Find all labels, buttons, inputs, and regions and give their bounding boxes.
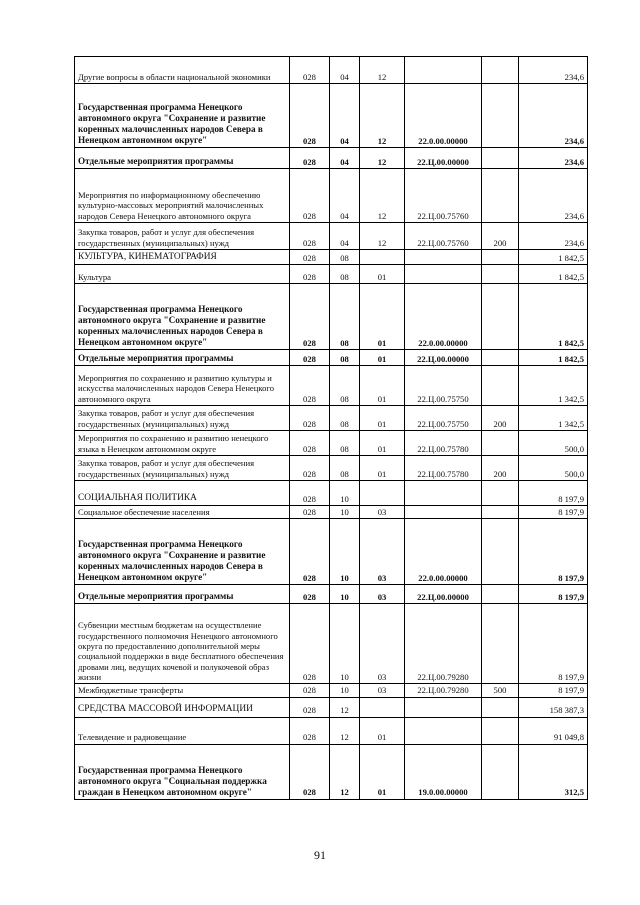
ved-code-cell: 028: [290, 223, 330, 250]
row-label: Мероприятия по сохранению и развитию культуры и искусства малочисленных народов Севера Ненецкого автономного округа: [78, 373, 274, 404]
section-code-cell: 12: [330, 717, 360, 744]
subsection-code-cell: 12: [360, 148, 405, 169]
row-name-cell: [75, 506, 290, 519]
target-article-code-cell: 22.0.00.00000: [405, 284, 482, 350]
subsection-code-cell: 01: [360, 406, 405, 431]
ved-code-cell: 028: [290, 519, 330, 585]
row-label: Государственная программа Ненецкого автономного округа "Сохранение и развитие коренных малочисленных народов Севера в Ненецком автономном округе": [78, 101, 266, 145]
table-row: [75, 481, 588, 506]
subsection-code-cell: 03: [360, 519, 405, 585]
amount-cell: 234,6: [519, 223, 588, 250]
target-article-code-cell: [405, 250, 482, 265]
expense-type-code-cell: 500: [482, 684, 519, 697]
amount-cell: 234,6: [519, 84, 588, 148]
amount-cell: 1 842,5: [519, 284, 588, 350]
row-name-cell: [75, 684, 290, 697]
expense-type-code-cell: [482, 148, 519, 169]
ved-code-cell: 028: [290, 506, 330, 519]
ved-code-cell: 028: [290, 350, 330, 366]
table-row: [75, 223, 588, 250]
target-article-code-cell: [405, 506, 482, 519]
table-row: [75, 284, 588, 350]
table-row: [75, 406, 588, 431]
subsection-code-cell: 03: [360, 684, 405, 697]
table-row: [75, 585, 588, 604]
subsection-code-cell: 12: [360, 169, 405, 223]
row-label: Государственная программа Ненецкого автономного округа "Сохранение и развитие коренных малочисленных народов Севера в Ненецком автономном округе": [78, 303, 266, 347]
section-code-cell: 04: [330, 169, 360, 223]
amount-cell: 1 342,5: [519, 406, 588, 431]
row-label: Другие вопросы в области национальной экономики: [78, 71, 271, 82]
expense-type-code-cell: [482, 604, 519, 684]
amount-cell: 158 387,3: [519, 697, 588, 717]
section-code-cell: 10: [330, 585, 360, 604]
row-label: Телевидение и радиовещание: [78, 732, 187, 743]
row-name-cell: [75, 717, 290, 744]
section-code-cell: 08: [330, 406, 360, 431]
target-article-code-cell: 19.0.00.00000: [405, 744, 482, 799]
table-row: [75, 366, 588, 406]
expense-type-code-cell: [482, 519, 519, 585]
amount-cell: 500,0: [519, 431, 588, 456]
section-code-cell: 08: [330, 431, 360, 456]
row-name-cell: [75, 265, 290, 284]
table-row: [75, 148, 588, 169]
table-row: [75, 84, 588, 148]
target-article-code-cell: 22.Ц.00.75750: [405, 366, 482, 406]
subsection-code-cell: 12: [360, 223, 405, 250]
ved-code-cell: 028: [290, 697, 330, 717]
section-code-cell: 12: [330, 697, 360, 717]
ved-code-cell: 028: [290, 169, 330, 223]
row-name-cell: [75, 744, 290, 799]
row-label: Отдельные мероприятия программы: [78, 591, 234, 602]
subsection-code-cell: 01: [360, 265, 405, 284]
ved-code-cell: 028: [290, 265, 330, 284]
target-article-code-cell: [405, 265, 482, 284]
row-label: Отдельные мероприятия программы: [78, 155, 234, 166]
row-name-cell: [75, 481, 290, 506]
subsection-code-cell: 01: [360, 284, 405, 350]
ved-code-cell: 028: [290, 57, 330, 84]
table-row: [75, 519, 588, 585]
table-row: [75, 604, 588, 684]
amount-cell: 8 197,9: [519, 481, 588, 506]
table-row: [75, 350, 588, 366]
row-name-cell: [75, 223, 290, 250]
row-name-cell: [75, 84, 290, 148]
row-name-cell: [75, 431, 290, 456]
section-code-cell: 04: [330, 84, 360, 148]
amount-cell: 8 197,9: [519, 585, 588, 604]
target-article-code-cell: 22.Ц.00.75760: [405, 169, 482, 223]
row-name-cell: [75, 604, 290, 684]
table-row: [75, 744, 588, 799]
row-label: Межбюджетные трансферты: [78, 685, 184, 696]
section-code-cell: 10: [330, 481, 360, 506]
target-article-code-cell: 22.Ц.00.00000: [405, 350, 482, 366]
subsection-code-cell: [360, 481, 405, 506]
section-code-cell: 04: [330, 57, 360, 84]
target-article-code-cell: 22.Ц.00.00000: [405, 148, 482, 169]
table-row: [75, 684, 588, 697]
expense-type-code-cell: [482, 697, 519, 717]
amount-cell: 234,6: [519, 57, 588, 84]
row-label: Мероприятия по сохранению и развитию ненецкого языка в Ненецком автономном округе: [78, 433, 269, 454]
amount-cell: 8 197,9: [519, 506, 588, 519]
amount-cell: 500,0: [519, 456, 588, 481]
ved-code-cell: 028: [290, 604, 330, 684]
expense-type-code-cell: [482, 350, 519, 366]
ved-code-cell: 028: [290, 431, 330, 456]
subsection-code-cell: 03: [360, 585, 405, 604]
ved-code-cell: 028: [290, 481, 330, 506]
amount-cell: 8 197,9: [519, 684, 588, 697]
amount-cell: 1 342,5: [519, 366, 588, 406]
amount-cell: 1 842,5: [519, 265, 588, 284]
ved-code-cell: 028: [290, 684, 330, 697]
section-code-cell: 08: [330, 250, 360, 265]
row-label: Закупка товаров, работ и услуг для обеспечения государственных (муниципальных) нужд: [78, 227, 255, 248]
row-name-cell: [75, 585, 290, 604]
expense-type-code-cell: [482, 744, 519, 799]
row-label: СОЦИАЛЬНАЯ ПОЛИТИКА: [78, 492, 197, 503]
row-label: Государственная программа Ненецкого автономного округа "Социальная поддержка граждан в Ненецком автономном округе": [78, 764, 267, 797]
subsection-code-cell: 01: [360, 456, 405, 481]
target-article-code-cell: [405, 717, 482, 744]
ved-code-cell: 028: [290, 148, 330, 169]
table-row: [75, 265, 588, 284]
section-code-cell: 08: [330, 456, 360, 481]
ved-code-cell: 028: [290, 284, 330, 350]
subsection-code-cell: [360, 697, 405, 717]
section-code-cell: 08: [330, 284, 360, 350]
budget-table: [74, 56, 588, 800]
target-article-code-cell: 22.Ц.00.79280: [405, 604, 482, 684]
amount-cell: 312,5: [519, 744, 588, 799]
row-name-cell: [75, 366, 290, 406]
amount-cell: 8 197,9: [519, 604, 588, 684]
ved-code-cell: 028: [290, 585, 330, 604]
table-row: [75, 431, 588, 456]
expense-type-code-cell: [482, 84, 519, 148]
expense-type-code-cell: [482, 169, 519, 223]
row-label: Социальное обеспечение населения: [78, 507, 210, 517]
amount-cell: 8 197,9: [519, 519, 588, 585]
section-code-cell: 08: [330, 366, 360, 406]
row-name-cell: [75, 406, 290, 431]
expense-type-code-cell: [482, 481, 519, 506]
row-name-cell: [75, 697, 290, 717]
expense-type-code-cell: [482, 585, 519, 604]
amount-cell: 1 842,5: [519, 350, 588, 366]
ved-code-cell: 028: [290, 250, 330, 265]
row-name-cell: [75, 519, 290, 585]
row-label: Закупка товаров, работ и услуг для обеспечения государственных (муниципальных) нужд: [78, 408, 255, 429]
subsection-code-cell: 03: [360, 506, 405, 519]
section-code-cell: 04: [330, 148, 360, 169]
target-article-code-cell: 22.0.00.00000: [405, 84, 482, 148]
target-article-code-cell: [405, 697, 482, 717]
expense-type-code-cell: [482, 366, 519, 406]
table-row: [75, 57, 588, 84]
row-label: Мероприятия по информационному обеспечению культурно-массовых мероприятий малочисленных народов Севера Ненецкого автономного округа: [78, 190, 264, 221]
amount-cell: 234,6: [519, 148, 588, 169]
row-name-cell: [75, 284, 290, 350]
target-article-code-cell: 22.Ц.00.75780: [405, 431, 482, 456]
row-label: Закупка товаров, работ и услуг для обеспечения государственных (муниципальных) нужд: [78, 458, 255, 479]
section-code-cell: 08: [330, 350, 360, 366]
section-code-cell: 08: [330, 265, 360, 284]
ved-code-cell: 028: [290, 456, 330, 481]
target-article-code-cell: 22.Ц.00.75780: [405, 456, 482, 481]
amount-cell: 1 842,5: [519, 250, 588, 265]
row-label: Отдельные мероприятия программы: [78, 352, 234, 363]
table-row: [75, 250, 588, 265]
expense-type-code-cell: [482, 57, 519, 84]
ved-code-cell: 028: [290, 406, 330, 431]
section-code-cell: 10: [330, 604, 360, 684]
subsection-code-cell: 01: [360, 744, 405, 799]
expense-type-code-cell: [482, 431, 519, 456]
ved-code-cell: 028: [290, 366, 330, 406]
ved-code-cell: 028: [290, 744, 330, 799]
row-label: СРЕДСТВА МАССОВОЙ ИНФОРМАЦИИ: [78, 704, 253, 715]
subsection-code-cell: [360, 250, 405, 265]
section-code-cell: 04: [330, 223, 360, 250]
subsection-code-cell: 01: [360, 366, 405, 406]
subsection-code-cell: 12: [360, 57, 405, 84]
expense-type-code-cell: 200: [482, 223, 519, 250]
target-article-code-cell: 22.Ц.00.79280: [405, 684, 482, 697]
row-name-cell: [75, 148, 290, 169]
section-code-cell: 12: [330, 744, 360, 799]
ved-code-cell: 028: [290, 84, 330, 148]
expense-type-code-cell: [482, 250, 519, 265]
table-body: [75, 57, 588, 800]
subsection-code-cell: 01: [360, 717, 405, 744]
table-row: [75, 456, 588, 481]
row-label: Культура: [78, 271, 111, 282]
target-article-code-cell: 22.0.00.00000: [405, 519, 482, 585]
expense-type-code-cell: [482, 717, 519, 744]
section-code-cell: 10: [330, 506, 360, 519]
expense-type-code-cell: 200: [482, 456, 519, 481]
target-article-code-cell: 22.Ц.00.75750: [405, 406, 482, 431]
row-name-cell: [75, 169, 290, 223]
expense-type-code-cell: [482, 265, 519, 284]
expense-type-code-cell: 200: [482, 406, 519, 431]
table-row: [75, 169, 588, 223]
row-name-cell: [75, 250, 290, 265]
subsection-code-cell: 03: [360, 604, 405, 684]
target-article-code-cell: [405, 57, 482, 84]
section-code-cell: 10: [330, 684, 360, 697]
amount-cell: 234,6: [519, 169, 588, 223]
target-article-code-cell: 22.Ц.00.00000: [405, 585, 482, 604]
row-label: Субвенции местным бюджетам на осуществление государственного полномочия Ненецкого автономного округа по предоставлению дополнительной меры социальной поддержки в виде бесплатного обеспечения дровами лиц, ведущих кочевой и полукочевой образ жизни: [78, 620, 284, 682]
row-name-cell: [75, 456, 290, 481]
expense-type-code-cell: [482, 506, 519, 519]
subsection-code-cell: 01: [360, 431, 405, 456]
table-row: [75, 717, 588, 744]
subsection-code-cell: 12: [360, 84, 405, 148]
section-code-cell: 10: [330, 519, 360, 585]
expense-type-code-cell: [482, 284, 519, 350]
table-row: [75, 697, 588, 717]
table-row: [75, 506, 588, 519]
row-name-cell: [75, 57, 290, 84]
target-article-code-cell: [405, 481, 482, 506]
target-article-code-cell: 22.Ц.00.75760: [405, 223, 482, 250]
row-label: Государственная программа Ненецкого автономного округа "Сохранение и развитие коренных малочисленных народов Севера в Ненецком автономном округе": [78, 539, 266, 583]
row-name-cell: [75, 350, 290, 366]
row-label: КУЛЬТУРА, КИНЕМАТОГРАФИЯ: [78, 251, 217, 262]
subsection-code-cell: 01: [360, 350, 405, 366]
ved-code-cell: 028: [290, 717, 330, 744]
amount-cell: 91 049,8: [519, 717, 588, 744]
page-number: 91: [314, 848, 326, 862]
